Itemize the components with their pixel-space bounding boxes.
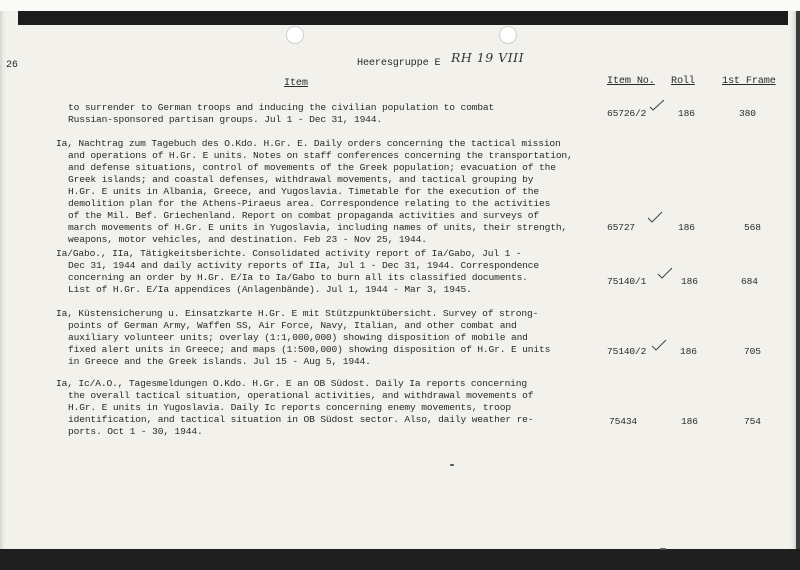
entry-1-roll: 186 [678, 108, 695, 119]
entry-2-line-7: of the Mil. Bef. Griechenland. Report on combat propaganda activities and surveys of [68, 210, 540, 221]
entry-3-line-4: List of H.Gr. E/Ia appendices (Anlagenbände). Jul 1, 1944 - Mar 3, 1945. [68, 284, 472, 295]
punch-hole-right [499, 26, 517, 44]
entry-1-line-2: Russian-sponsored partisan groups. Jul 1 - Dec 31, 1944. [68, 114, 383, 125]
entry-2-item-no: 65727 [607, 222, 636, 233]
scan-speck [450, 464, 454, 466]
entry-4-item-no: 75140/2 [607, 346, 647, 357]
top-film-edge [18, 11, 788, 25]
entry-3-line-3: concerning an order by H.Gr. E/Ia to Ia/Gabo to burn all its classified documents. [68, 272, 528, 283]
entry-5-line-3: H.Gr. E units in Yugoslavia. Daily Ic reports concerning enemy movements, troop [68, 402, 511, 413]
punch-hole-left [286, 26, 304, 44]
entry-1-line-1: to surrender to German troops and inducing the civilian population to combat [68, 102, 495, 113]
entry-5-roll: 186 [681, 416, 698, 427]
entry-2-line-6: demolition plan for the Athens-Piraeus area. Correspondence relating to the activities [68, 198, 551, 209]
entry-2-frame: 568 [744, 222, 761, 233]
entry-2-line-9: weapons, motor vehicles, and destination. Feb 23 - Nov 25, 1944. [68, 234, 427, 245]
entry-3-line-2: Dec 31, 1944 and daily activity reports of IIa, Jul 1 - Dec 31, 1944. Correspondence [68, 260, 540, 271]
entry-4-line-5: in Greece and the Greek islands. Jul 15 - Aug 5, 1944. [68, 356, 371, 367]
entry-2-roll: 186 [678, 222, 695, 233]
entry-4-line-1: Ia, Küstensicherung u. Einsatzkarte H.Gr. E mit Stützpunktübersicht. Survey of strong- [56, 308, 539, 319]
page-heading: Heeresgruppe E [357, 58, 441, 69]
entry-3-line-1: Ia/Gabo., IIa, Tätigkeitsberichte. Consolidated activity report of Ia/Gabo, Jul 1 - [56, 248, 522, 259]
scan-speck [660, 548, 666, 550]
check-mark-icon [656, 266, 674, 280]
entry-5-frame: 754 [744, 416, 761, 427]
entry-4-roll: 186 [680, 346, 697, 357]
entry-5-line-1: Ia, Ic/A.O., Tagesmeldungen O.Kdo. H.Gr. E an OB Südost. Daily Ia reports concerning [56, 378, 528, 389]
entry-4-frame: 705 [744, 346, 761, 357]
entry-4-line-3: auxiliary volunteer units; overlay (1:1,000,000) showing disposition of mobile and [68, 332, 528, 343]
check-mark-icon [648, 98, 666, 112]
entry-2-line-8: march movements of H.Gr. E units in Yugoslavia, including names of units, their strength, [68, 222, 568, 233]
handwritten-ref: RH 19 VIII [451, 50, 525, 65]
entry-3-roll: 186 [681, 276, 698, 287]
column-header-roll: Roll [671, 76, 695, 87]
entry-1-item-no: 65726/2 [607, 108, 647, 119]
entry-4-line-4: fixed alert units in Greece; and maps (1:500,000) showing disposition of H.Gr. E units [68, 344, 551, 355]
bottom-film-edge [0, 549, 800, 570]
entry-2-line-3: and defense situations, control of movements of the Greek population; evacuation of the [68, 162, 556, 173]
entry-5-line-5: ports. Oct 1 - 30, 1944. [68, 426, 203, 437]
page-number: 26 [6, 60, 18, 71]
entry-3-frame: 684 [741, 276, 758, 287]
entry-4-line-2: points of German Army, Waffen SS, Air Force, Navy, Italian, and other combat and [68, 320, 517, 331]
entry-5-line-4: identification, and tactical situation in OB Südost sector. Also, daily weather re- [68, 414, 534, 425]
entry-2-line-2: and operations of H.Gr. E units. Notes on staff conferences concerning the transportation, [68, 150, 573, 161]
check-mark-icon [650, 338, 668, 352]
column-header-first-frame: 1st Frame [722, 76, 776, 87]
entry-5-item-no: 75434 [609, 416, 638, 427]
entry-2-line-5: H.Gr. E units in Albania, Greece, and Yugoslavia. Timetable for the execution of the [68, 186, 540, 197]
entry-2-line-4: Greek islands; and coastal defenses, withdrawal movements, and tactical grouping by [68, 174, 534, 185]
entry-2-line-1: Ia, Nachtrag zum Tagebuch des O.Kdo. H.Gr. E. Daily orders concerning the tactical mission [56, 138, 561, 149]
check-mark-icon [646, 210, 664, 224]
column-header-item: Item [284, 78, 308, 89]
entry-5-line-2: the overall tactical situation, operational activities, and withdrawal movements of [68, 390, 534, 401]
entry-3-item-no: 75140/1 [607, 276, 647, 287]
entry-1-frame: 380 [739, 108, 756, 119]
column-header-item-no: Item No. [607, 76, 655, 87]
top-margin-strip [0, 0, 800, 11]
